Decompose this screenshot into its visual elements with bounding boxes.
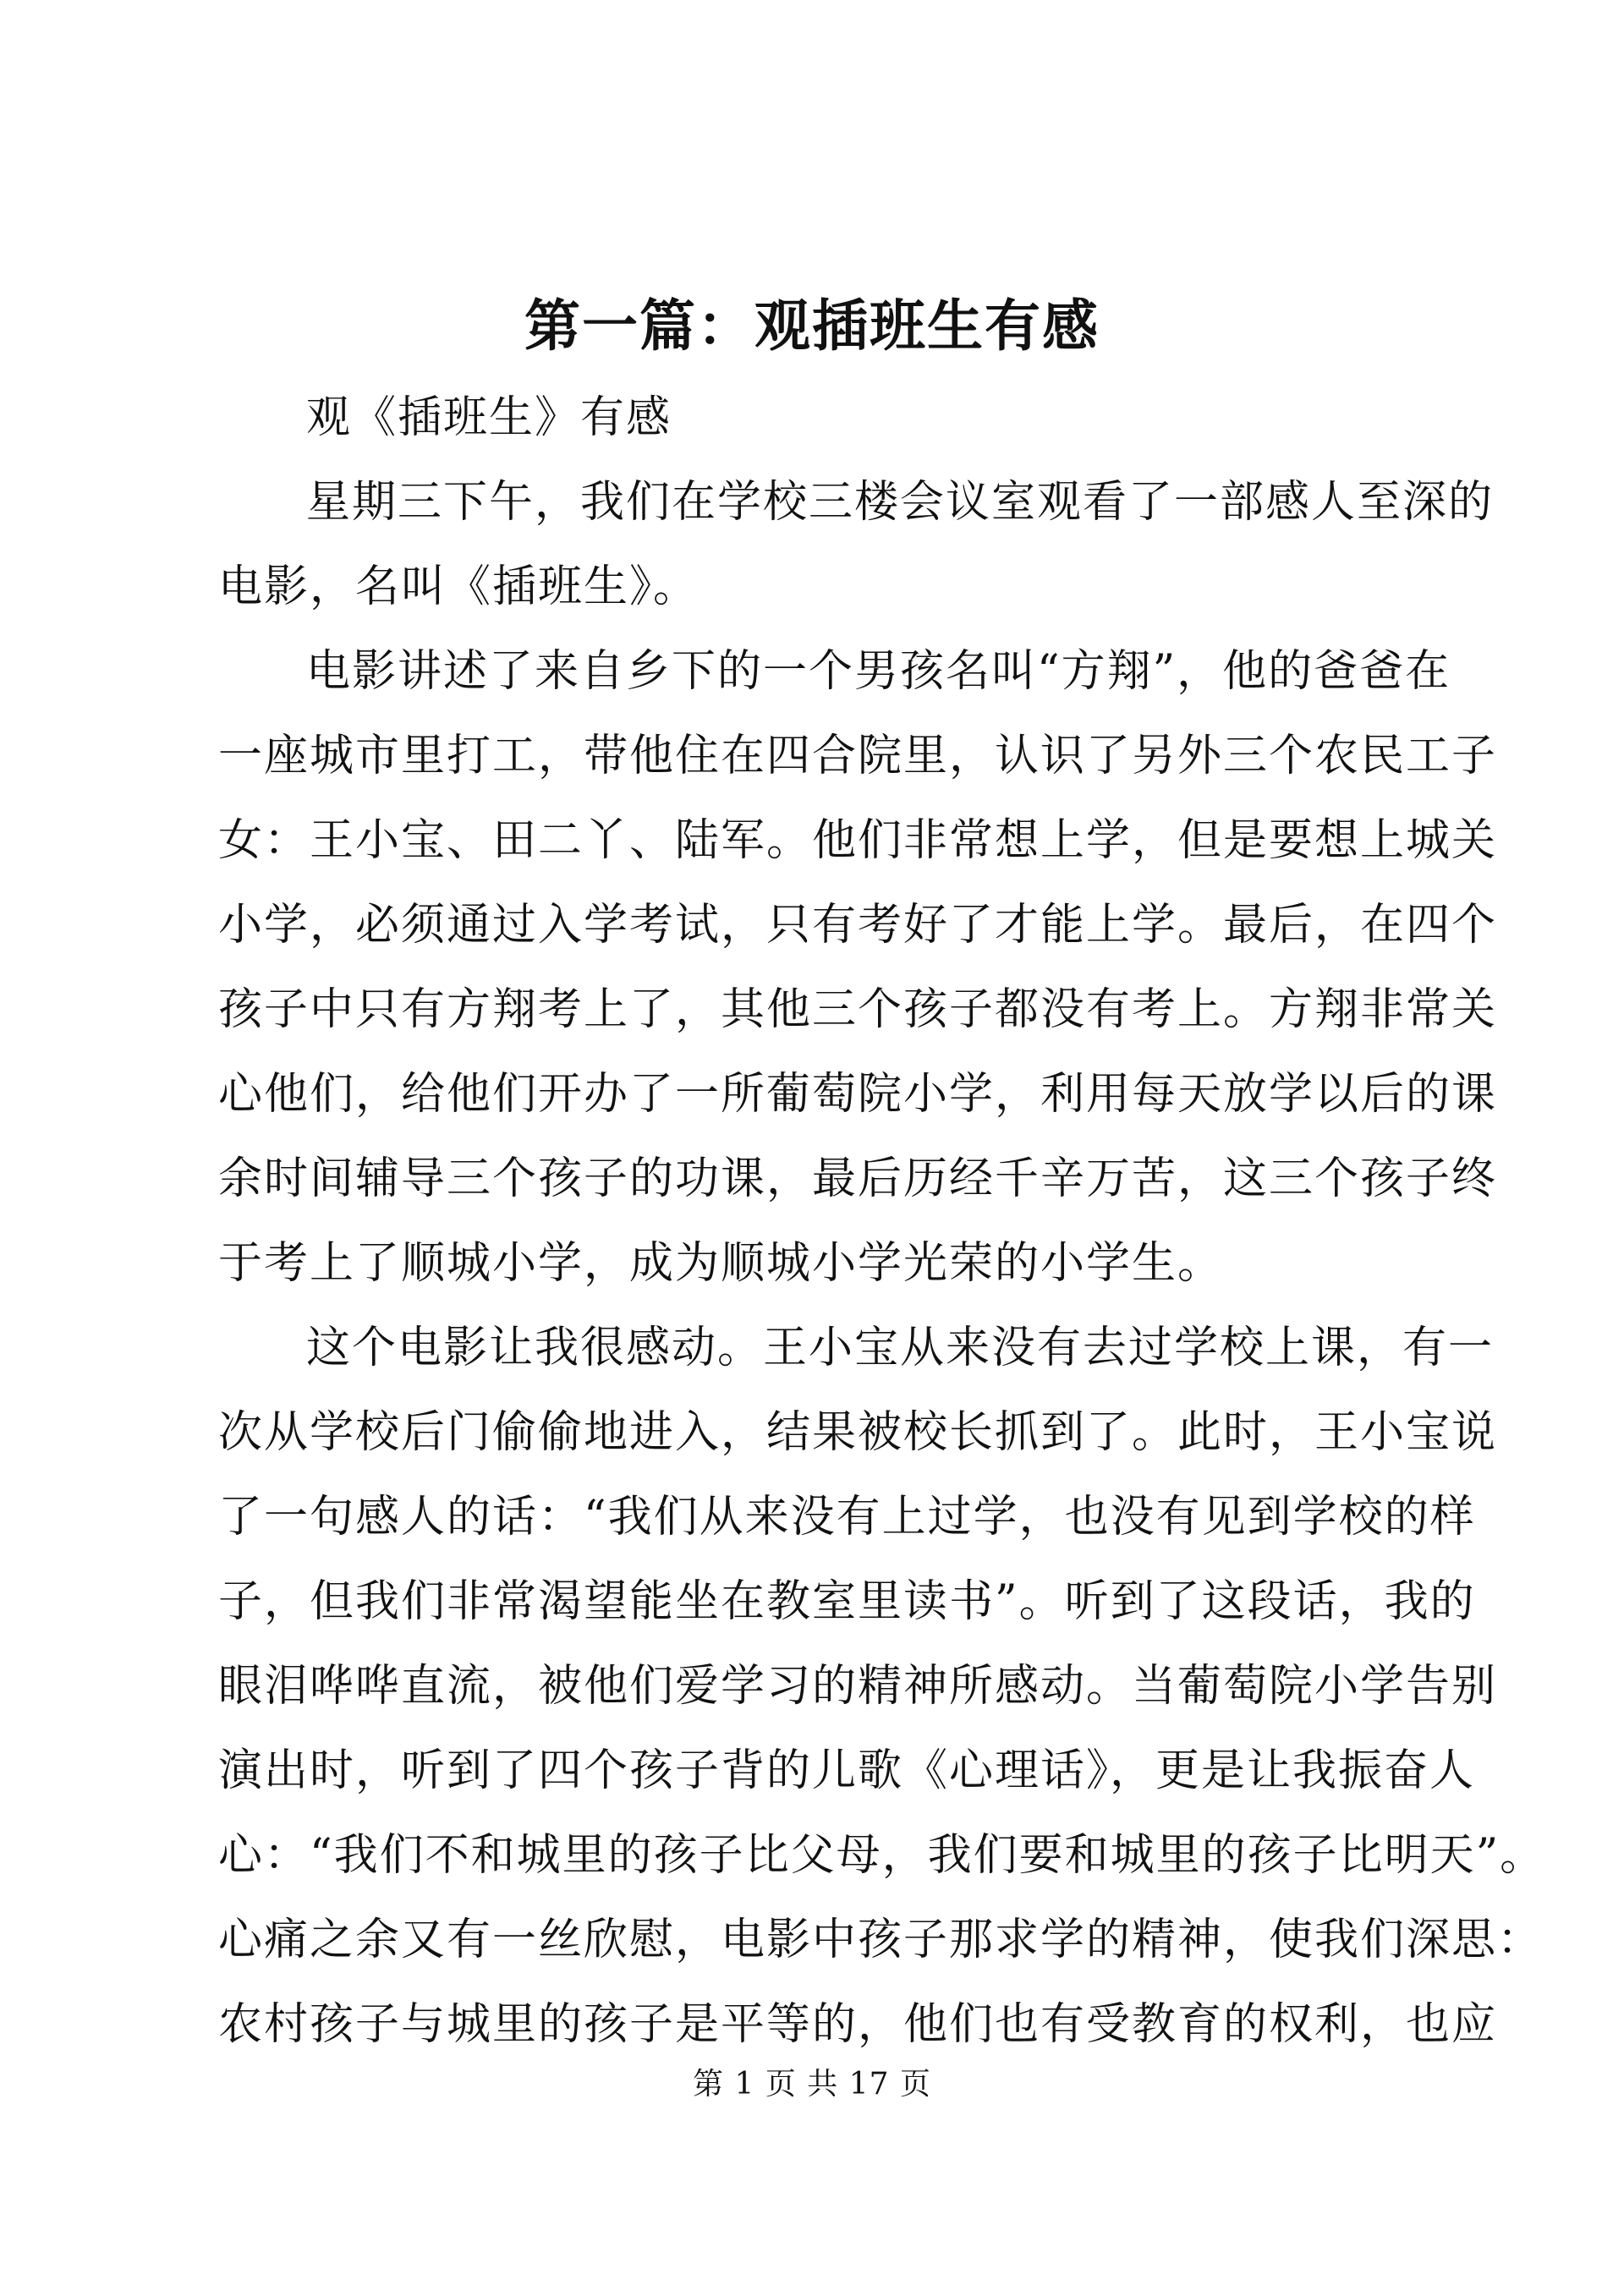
- body-line: 星期三下午，我们在学校三楼会议室观看了一部感人至深的: [306, 477, 1495, 528]
- body-line: 于考上了顺城小学，成为顺城小学光荣的小学生。: [218, 1238, 1224, 1289]
- body-line: 子，但我们非常渴望能坐在教室里读书”。听到了这段话，我的: [218, 1576, 1476, 1627]
- body-line: 电影讲述了来自乡下的一个男孩名叫“方翔”，他的爸爸在: [306, 646, 1451, 697]
- subtitle-line: 观《插班生》有感: [306, 392, 672, 443]
- body-line: 演出时，听到了四个孩子背的儿歌《心理话》，更是让我振奋人: [218, 1745, 1476, 1796]
- body-line: 了一句感人的话：“我们从来没有上过学，也没有见到学校的样: [218, 1492, 1476, 1543]
- body-line: 孩子中只有方翔考上了，其他三个孩子都没有考上。方翔非常关: [218, 984, 1498, 1035]
- body-line: 电影，名叫《插班生》。: [218, 562, 700, 612]
- body-line: 一座城市里打工，带他住在四合院里，认识了另外三个农民工子: [218, 731, 1498, 781]
- body-line: 心他们，给他们开办了一所葡萄院小学，利用每天放学以后的课: [218, 1069, 1498, 1120]
- body-line: 心：“我们不和城里的孩子比父母，我们要和城里的孩子比明天”。: [218, 1830, 1546, 1881]
- body-line: 次从学校后门偷偷地进入，结果被校长抓到了。此时，王小宝说: [218, 1407, 1498, 1458]
- body-line: 眼泪哗哗直流，被他们爱学习的精神所感动。当葡萄院小学告别: [218, 1661, 1498, 1712]
- body-line: 这个电影让我很感动。王小宝从来没有去过学校上课，有一: [306, 1323, 1495, 1373]
- document-title: 第一篇：观插班生有感: [524, 293, 1100, 359]
- document-body: [218, 375, 1546, 2067]
- body-line: 余时间辅导三个孩子的功课，最后历经千辛万苦，这三个孩子终: [218, 1153, 1498, 1204]
- page-number-footer: 第 1 页 共 17 页: [693, 2067, 931, 2101]
- body-line: 心痛之余又有一丝欣慰，电影中孩子那求学的精神，使我们深思：: [218, 1915, 1544, 1965]
- body-line: 小学，必须通过入学考试，只有考好了才能上学。最后，在四个: [218, 900, 1498, 951]
- body-line: 女：王小宝、田二丫、陆军。他们非常想上学，但是要想上城关: [218, 815, 1498, 866]
- body-line: 农村孩子与城里的孩子是平等的，他们也有受教育的权利，也应: [218, 1999, 1498, 2050]
